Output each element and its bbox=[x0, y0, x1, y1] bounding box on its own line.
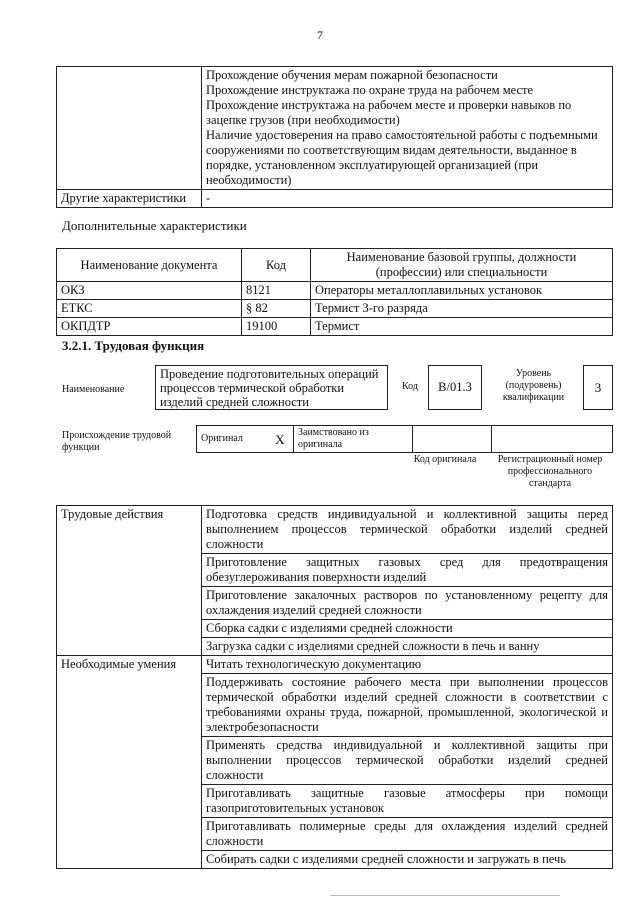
list-item: Наличие удостоверения на право самостоятельной работы с подъемными сооружениями по соответствующим видам деятельности, выданное в порядке, установленном эксплуатирующей организацией (при необходимости) bbox=[206, 128, 598, 187]
row-content bbox=[202, 67, 613, 190]
list-item: Прохождение обучения мерам пожарной безопасности bbox=[206, 68, 498, 82]
code-caption: Код оригинала bbox=[413, 454, 477, 465]
table-cell: Термист 3-го разряда bbox=[311, 300, 613, 318]
list-item: Прохождение инструктажа по охране труда на рабочем месте bbox=[206, 83, 534, 97]
section-heading: 3.2.1. Трудовая функция bbox=[62, 338, 205, 353]
table-header-row bbox=[57, 249, 613, 282]
row-content: - bbox=[202, 190, 613, 208]
list-item: Прохождение инструктажа на рабочем месте и проверки навыков по зацепке грузов (при необходимости) bbox=[206, 98, 572, 127]
table-row bbox=[57, 190, 613, 208]
table-cell: ОКЗ bbox=[57, 282, 242, 300]
table-row bbox=[57, 300, 613, 318]
list-item: Подготовка средств индивидуальной и коллективной защиты перед выполнением процессов термической обработки изделий средней сложности bbox=[202, 506, 613, 554]
column-header: Код bbox=[242, 249, 311, 282]
list-item: Применять средства индивидуальной и коллективной защиты при выполнении процессов термической обработки изделий средней сложности bbox=[202, 737, 613, 785]
list-item: Загрузка садки с изделиями средней сложности в печь и ванну bbox=[202, 638, 613, 656]
table-cell: ОКПДТР bbox=[57, 318, 242, 336]
table-row bbox=[57, 67, 613, 190]
table-cell: 8121 bbox=[242, 282, 311, 300]
column-header: Наименование документа bbox=[57, 249, 242, 282]
table-cell: Термист bbox=[311, 318, 613, 336]
list-item: Приготавливать защитные газовые атмосферы при помощи газоприготовительных установок bbox=[202, 785, 613, 818]
list-item: Собирать садки с изделиями средней сложности и загружать в печь bbox=[202, 851, 613, 869]
requirements-table bbox=[56, 66, 613, 208]
list-item: Поддерживать состояние рабочего места при выполнении процессов термической обработки изделий средней сложности в соответствии с требованиями охраны труда, пожарной, промышленной, экологической и электробезопасности bbox=[202, 674, 613, 737]
function-code: B/01.3 bbox=[428, 365, 482, 410]
original-code-cell bbox=[413, 426, 492, 453]
section-label: Трудовые действия bbox=[57, 506, 202, 656]
list-item: Читать технологическую документацию bbox=[202, 656, 613, 674]
row-label bbox=[57, 67, 202, 190]
list-item: Приготовление защитных газовых сред для предотвращения обезуглероживания поверхности изделий bbox=[202, 554, 613, 587]
actions-table bbox=[56, 505, 613, 869]
original-label: Оригинал bbox=[197, 426, 268, 453]
table-cell: ЕТКС bbox=[57, 300, 242, 318]
table-row bbox=[57, 282, 613, 300]
registration-caption: Регистрационный номер профессионального стандарта bbox=[497, 454, 603, 489]
additional-table bbox=[56, 248, 613, 336]
section-label: Необходимые умения bbox=[57, 656, 202, 869]
table-row bbox=[57, 318, 613, 336]
list-item: Приготавливать полимерные среды для охлаждения изделий средней сложности bbox=[202, 818, 613, 851]
registration-number-cell bbox=[492, 426, 613, 453]
original-mark: X bbox=[267, 426, 294, 453]
additional-heading: Дополнительные характеристики bbox=[62, 218, 247, 233]
level-value: 3 bbox=[583, 365, 613, 410]
origin-table bbox=[196, 425, 613, 453]
scan-edge-divider bbox=[330, 895, 560, 896]
table-row bbox=[197, 426, 613, 453]
list-item: Приготовление закалочных растворов по установленному рецепту для охлаждения изделий средней сложности bbox=[202, 587, 613, 620]
name-label: Наименование bbox=[62, 384, 125, 395]
origin-label: Происхождение трудовой функции bbox=[62, 430, 172, 453]
table-cell: 19100 bbox=[242, 318, 311, 336]
page-number: 7 bbox=[317, 28, 323, 42]
borrowed-label: Заимствовано из оригинала bbox=[294, 426, 413, 453]
table-cell: Операторы металлоплавильных установок bbox=[311, 282, 613, 300]
table-cell: § 82 bbox=[242, 300, 311, 318]
table-row bbox=[57, 656, 613, 674]
code-label: Код bbox=[402, 381, 418, 392]
column-header: Наименование базовой группы, должности (профессии) или специальности bbox=[311, 249, 613, 282]
function-name: Проведение подготовительных операций процессов термической обработки изделий средней сложности bbox=[155, 365, 388, 410]
row-label: Другие характеристики bbox=[57, 190, 202, 208]
table-row bbox=[57, 506, 613, 554]
level-label: Уровень (подуровень) квалификации bbox=[502, 368, 565, 403]
list-item: Сборка садки с изделиями средней сложности bbox=[202, 620, 613, 638]
